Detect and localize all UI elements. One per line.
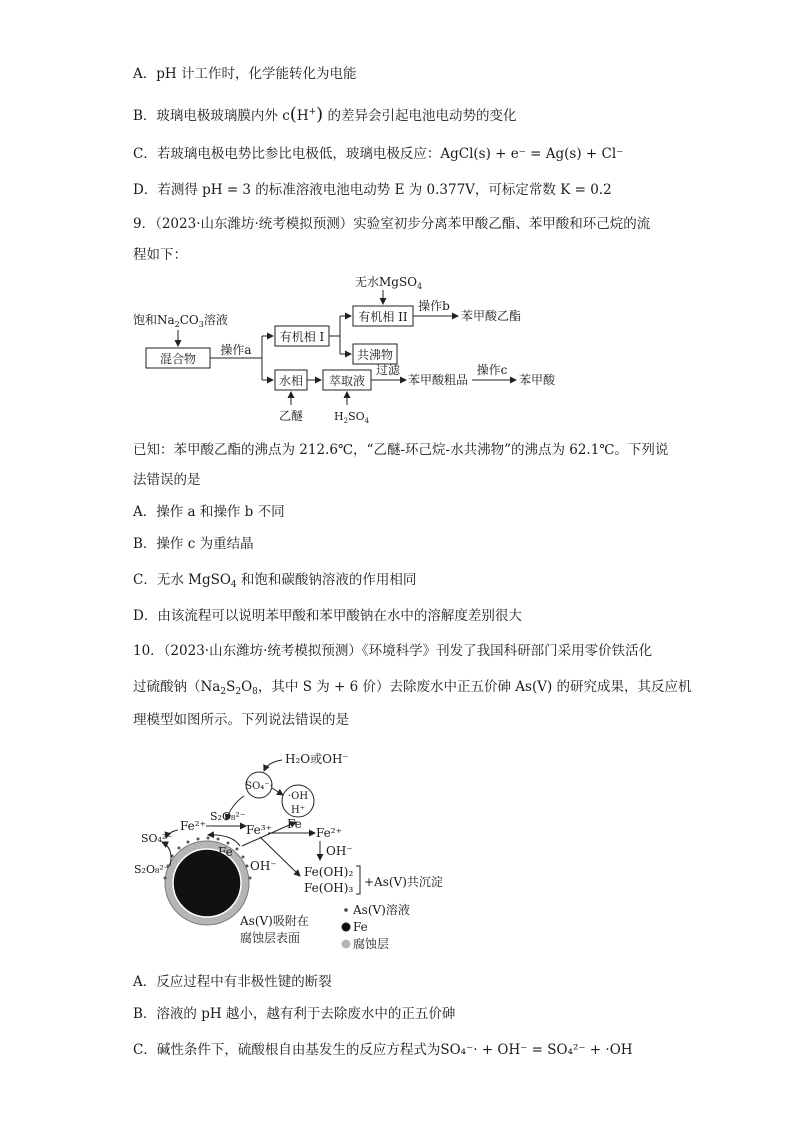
q8-option-b-plus: + <box>308 107 317 117</box>
fe2-right-label: Fe²⁺ <box>316 826 342 840</box>
q9-flowchart <box>0 268 794 428</box>
q8-option-c <box>133 144 623 164</box>
hplus-label: H⁺ <box>291 805 305 816</box>
q10-stem2-s1: 2 <box>220 687 227 697</box>
q10-stem-line1: 10．（2023·山东潍坊·统考模拟预测）《环境科学》刊发了我国科研部门采用零价铁活化 <box>133 643 653 659</box>
flow-op-b: 操作b <box>418 299 450 313</box>
fe2-left-label: Fe²⁺ <box>180 819 206 833</box>
legend-fe-dot <box>342 923 351 932</box>
flow-dryer-label: 无水MgSO$_4$ <box>355 275 423 291</box>
flow-extract-label: 萃取液 <box>328 374 366 388</box>
flow-azeotrope-label: 共沸物 <box>356 348 394 362</box>
flow-op-c: 操作c <box>476 363 508 377</box>
legend-fe-label: Fe <box>353 920 368 934</box>
fe3-label: Fe³⁺ <box>246 823 272 837</box>
q8-option-b <box>133 102 516 126</box>
flow-aqueous-label: 水相 <box>278 374 304 388</box>
oh-minus-right-label: OH⁻ <box>326 844 353 858</box>
flow-crude-label: 苯甲酸粗品 <box>408 373 469 387</box>
q8-option-b-h: H <box>296 108 309 124</box>
q8-option-c-equation: AgCl(s) + e⁻ = Ag(s) + Cl⁻ <box>440 146 624 162</box>
q9-known-line2: 法错误的是 <box>133 472 201 488</box>
fe-arrow-label: Fe <box>287 817 302 831</box>
q9-option-c-pre: C．无水 MgSO <box>133 572 231 588</box>
q8-option-b-paren: ( <box>289 104 297 125</box>
q10-option-c-pre: C．碱性条件下，硫酸根自由基发生的反应方程式为 <box>133 1042 441 1058</box>
flow-product-label: 苯甲酸 <box>519 373 556 387</box>
coprecipitation-label: +As(V)共沉淀 <box>364 875 443 889</box>
q10-stem2-s3: 8 <box>252 687 258 697</box>
q10-stem-line2 <box>133 677 692 702</box>
hydroxyl-radical-label: ·OH <box>287 791 309 802</box>
q9-option-c <box>133 570 416 595</box>
q8-option-b-paren-close: ) <box>316 104 324 125</box>
persulfate-top-label: S₂O₈²⁻ <box>210 810 246 823</box>
q9-option-b: B．操作 c 为重结晶 <box>133 536 254 552</box>
q9-stem-line1: 9．（2023·山东潍坊·统考模拟预测）实验室初步分离苯甲酸乙酯、苯甲酸和环己烷的流 <box>133 216 651 232</box>
q8-option-b-post: 的差异会引起电池电动势的变化 <box>323 108 517 124</box>
flow-mixture-label: 混合物 <box>159 352 197 366</box>
flow-op-a: 操作a <box>220 343 252 357</box>
q9-stem-line2: 程如下： <box>133 247 187 263</box>
flow-filter-label: 过滤 <box>375 363 401 377</box>
q10-stem2-s2: 2 <box>235 687 242 697</box>
q9-option-c-post: 和饱和碳酸钠溶液的作用相同 <box>236 572 417 588</box>
q8-option-a: A．pH 计工作时，化学能转化为电能 <box>133 66 357 82</box>
persulfate-left-label: S₂O₈²⁻ <box>134 863 170 876</box>
q10-option-c <box>133 1040 633 1060</box>
q9-option-c-sub: 4 <box>230 580 237 590</box>
q10-stem2-o: O <box>241 679 253 695</box>
legend-asv-dot <box>344 908 348 912</box>
q9-option-d: D．由该流程可以说明苯甲酸和苯甲酸钠在水中的溶解度差别很大 <box>133 608 522 624</box>
sulfate-label: SO₄²⁻ <box>141 832 173 845</box>
q8-option-d: D．若测得 pH = 3 的标准溶液电池电动势 E 为 0.377V，可标定常数 K = 0.2 <box>133 182 612 198</box>
flow-organic1-label: 有机相 I <box>279 330 325 344</box>
q10-option-b: B．溶液的 pH 越小，越有利于去除废水中的正五价砷 <box>133 1006 456 1022</box>
q10-stem2-mid: S <box>226 679 236 695</box>
flow-ester-label: 苯甲酸乙酯 <box>461 309 522 323</box>
legend-layer-dot <box>342 940 351 949</box>
legend-layer-label: 腐蚀层 <box>353 937 390 951</box>
fe-core <box>173 849 241 917</box>
q10-mechanism-diagram <box>0 738 794 958</box>
feoh3-label: Fe(OH)₃ <box>304 881 354 895</box>
flow-acid-label: $H_2SO_4$ <box>334 410 370 425</box>
flow-feed-label: 饱和$Na_2CO_3$溶液 <box>133 313 228 329</box>
adsorption-label-2: 腐蚀层表面 <box>240 931 301 945</box>
q10-option-a: A．反应过程中有非极性键的断裂 <box>133 974 332 990</box>
legend-asv-label: As(V)溶液 <box>353 903 410 917</box>
q9-known-line1: 已知：苯甲酸乙酯的沸点为 212.6℃，“乙醚-环己烷-水共沸物”的沸点为 62.1℃。下列说 <box>133 442 669 458</box>
oh-minus-left-label: OH⁻ <box>250 859 277 873</box>
feoh2-label: Fe(OH)₂ <box>304 865 354 879</box>
q10-stem2-pre: 过硫酸钠（Na <box>133 679 221 695</box>
h2o-label: H₂O或OH⁻ <box>285 752 349 766</box>
flow-ether-label: 乙醚 <box>278 409 304 423</box>
flow-organic2-label: 有机相 II <box>358 310 408 324</box>
adsorption-label-1: As(V)吸附在 <box>240 914 309 928</box>
q10-option-c-equation: SO₄⁻· + OH⁻ = SO₄²⁻ + ·OH <box>440 1042 633 1058</box>
q8-option-b-pre: B．玻璃电极玻璃膜内外 c <box>133 108 290 124</box>
q9-option-a: A．操作 a 和操作 b 不同 <box>133 504 285 520</box>
sulfate-radical-label: SO₄⁻· <box>245 781 273 792</box>
q8-option-c-pre: C．若玻璃电极电势比参比电极低，玻璃电极反应： <box>133 146 441 162</box>
fe-label: Fe <box>218 845 233 859</box>
q10-stem2-post: ，其中 S 为 + 6 价）去除废水中正五价砷 As(V) 的研究成果，其反应机 <box>257 679 692 695</box>
q10-stem-line3: 理模型如图所示。下列说法错误的是 <box>133 712 349 728</box>
